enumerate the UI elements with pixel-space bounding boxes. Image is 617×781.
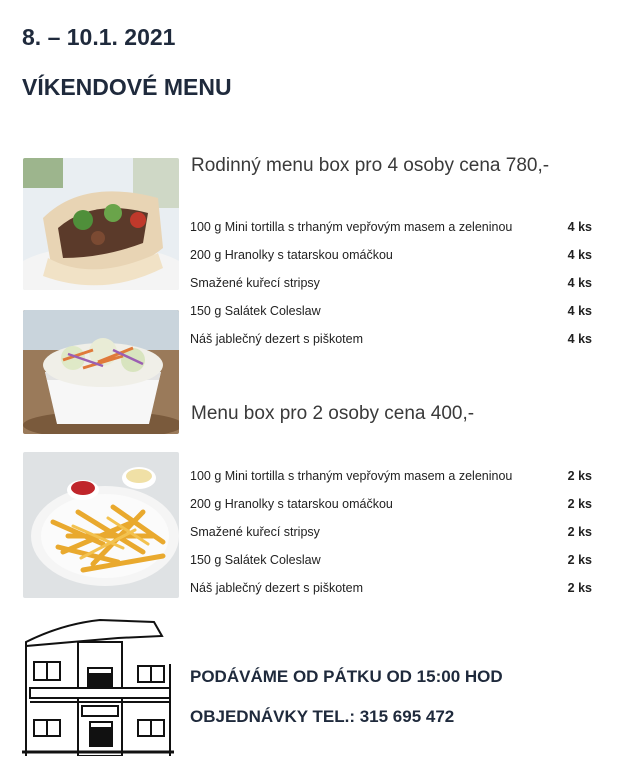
item-name: 100 g Mini tortilla s trhaným vepřovým masem a zeleninou xyxy=(190,220,513,234)
box-title-family: Rodinný menu box pro 4 osoby cena 780,- xyxy=(191,155,550,176)
list-item xyxy=(190,269,592,297)
item-qty: 2 ks xyxy=(567,497,592,511)
item-name: Smažené kuřecí stripsy xyxy=(190,525,320,539)
item-qty: 4 ks xyxy=(567,248,592,262)
item-name: 100 g Mini tortilla s trhaným vepřovým masem a zeleninou xyxy=(190,469,513,483)
list-item xyxy=(190,241,592,269)
item-qty: 2 ks xyxy=(567,469,592,483)
item-name: 200 g Hranolky s tatarskou omáčkou xyxy=(190,248,393,262)
item-qty: 2 ks xyxy=(567,581,592,595)
serving-hours: PODÁVÁME OD PÁTKU OD 15:00 HOD xyxy=(190,667,503,686)
list-item xyxy=(190,518,592,546)
item-name: 150 g Salátek Coleslaw xyxy=(190,553,321,567)
item-name: Náš jablečný dezert s piškotem xyxy=(190,581,363,595)
list-item xyxy=(190,213,592,241)
item-qty: 2 ks xyxy=(567,553,592,567)
item-name: 150 g Salátek Coleslaw xyxy=(190,304,321,318)
list-item xyxy=(190,546,592,574)
page-title: VÍKENDOVÉ MENU xyxy=(22,74,232,100)
menu-items-family xyxy=(190,213,592,353)
fries-photo xyxy=(23,452,179,598)
box-title-couple: Menu box pro 2 osoby cena 400,- xyxy=(191,403,475,424)
list-item xyxy=(190,574,592,602)
item-name: Smažené kuřecí stripsy xyxy=(190,276,320,290)
item-qty: 4 ks xyxy=(567,304,592,318)
list-item xyxy=(190,297,592,325)
list-item xyxy=(190,462,592,490)
item-qty: 2 ks xyxy=(567,525,592,539)
item-qty: 4 ks xyxy=(567,276,592,290)
item-qty: 4 ks xyxy=(567,220,592,234)
coleslaw-photo xyxy=(23,310,179,434)
tortilla-photo xyxy=(23,158,179,290)
order-phone: OBJEDNÁVKY TEL.: 315 695 472 xyxy=(190,707,455,726)
menu-items-couple xyxy=(190,462,592,602)
item-qty: 4 ks xyxy=(567,332,592,346)
item-name: Náš jablečný dezert s piškotem xyxy=(190,332,363,346)
menu-date: 8. – 10.1. 2021 xyxy=(22,24,176,50)
item-name: 200 g Hranolky s tatarskou omáčkou xyxy=(190,497,393,511)
list-item xyxy=(190,325,592,353)
building-drawing xyxy=(22,616,174,756)
list-item xyxy=(190,490,592,518)
